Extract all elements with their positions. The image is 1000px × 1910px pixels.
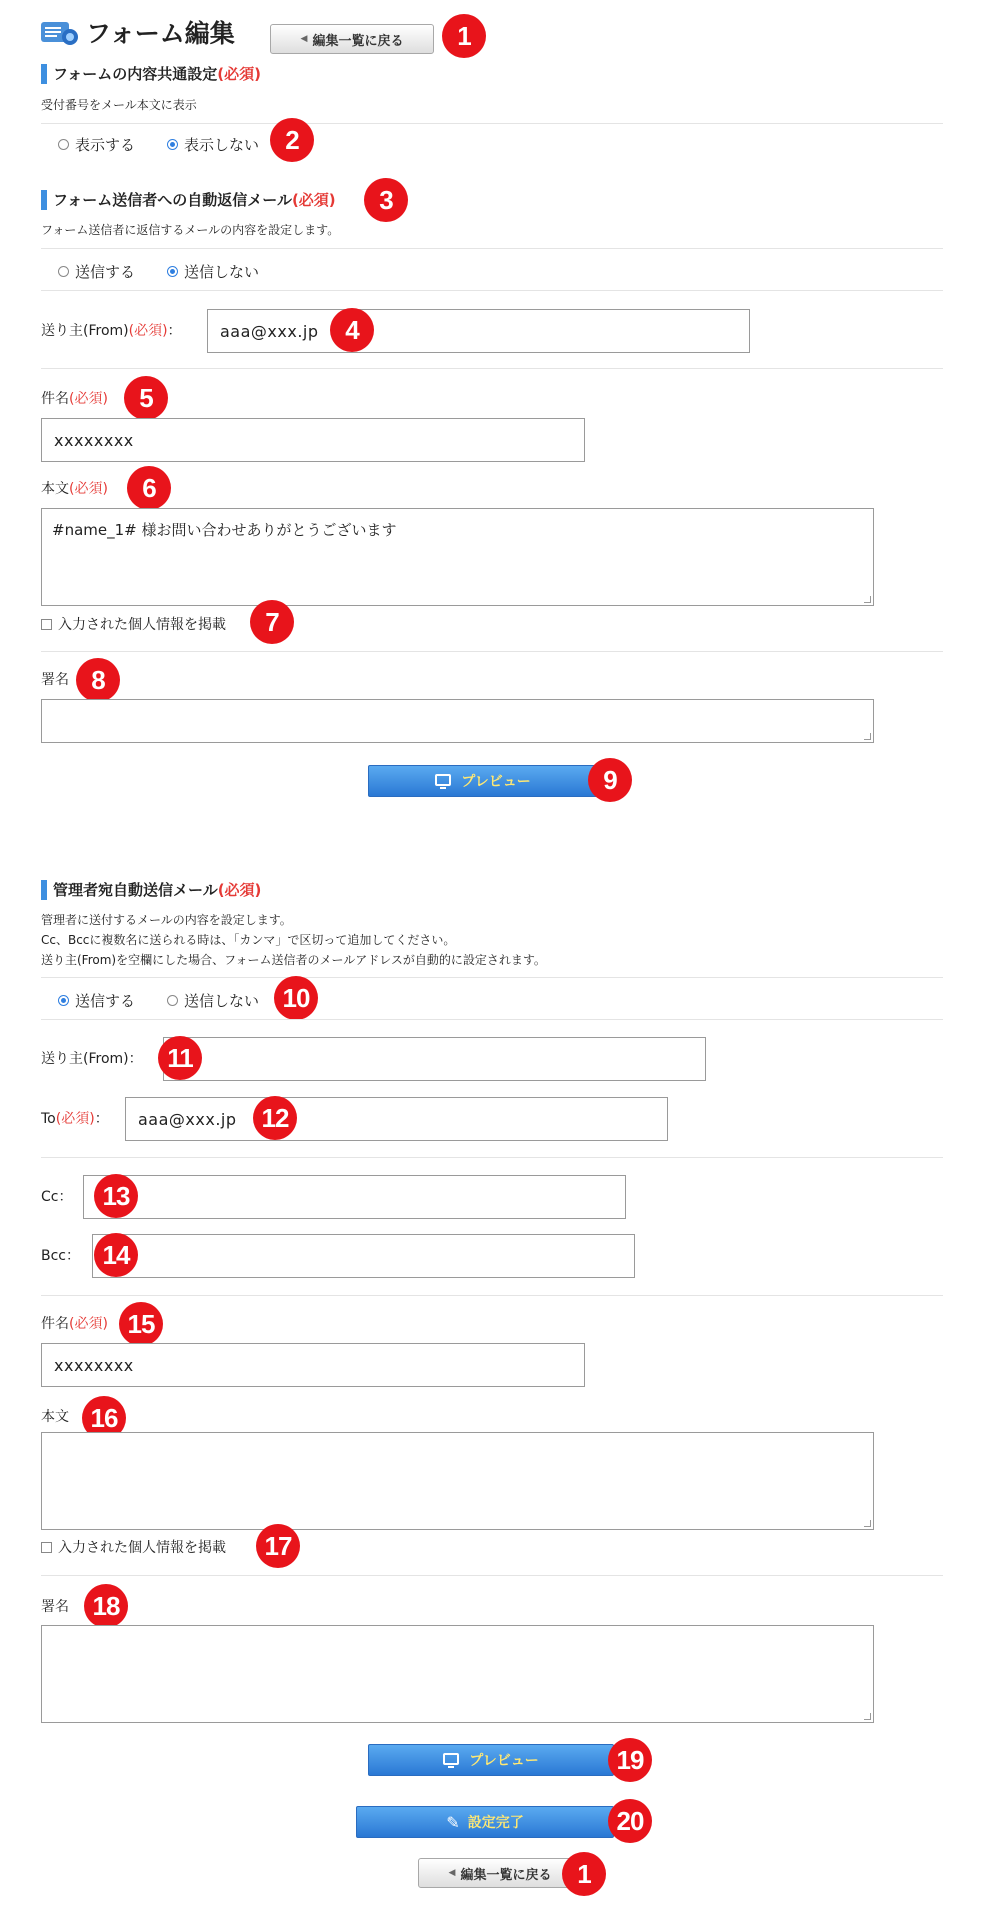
- radio-auto-reply-send[interactable]: 送信する: [58, 261, 135, 282]
- admin-preview-button[interactable]: プレビュー: [368, 1744, 614, 1776]
- monitor-icon: [443, 1753, 459, 1765]
- page-title: フォーム編集: [86, 19, 235, 48]
- admin-to-input[interactable]: aaa@xxx.jp: [125, 1097, 668, 1141]
- admin-to-label: To(必須)：: [41, 1111, 109, 1127]
- annotation-badge: 16: [82, 1396, 126, 1440]
- admin-bcc-label: Bcc：: [41, 1248, 80, 1264]
- admin-desc-line-3: 送り主(From)を空欄にした場合、フォーム送信者のメールアドレスが自動的に設定されます。: [41, 953, 546, 967]
- divider: [41, 1019, 943, 1020]
- admin-desc-line-1: 管理者に送付するメールの内容を設定します。: [41, 913, 292, 927]
- back-to-list-label: 編集一覧に戻る: [312, 33, 404, 49]
- auto-reply-include-personal-box[interactable]: [41, 619, 52, 630]
- divider: [41, 977, 943, 978]
- footer-back-to-list-button[interactable]: [418, 1858, 582, 1888]
- auto-reply-signature-label: 署名: [41, 672, 69, 688]
- annotation-badge: 20: [608, 1799, 652, 1843]
- admin-section-title: 管理者宛自動送信メール(必須): [41, 880, 261, 900]
- auto-reply-section-title: フォーム送信者への自動返信メール(必須): [41, 190, 336, 210]
- annotation-badge: 14: [94, 1233, 138, 1277]
- radio-auto-reply-nosend[interactable]: 送信しない: [167, 261, 259, 282]
- admin-cc-input[interactable]: [83, 1175, 626, 1219]
- auto-reply-subject-input[interactable]: xxxxxxxx: [41, 418, 585, 462]
- admin-include-personal-checkbox[interactable]: 入力された個人情報を掲載: [41, 1537, 226, 1557]
- annotation-badge: 6: [127, 466, 171, 510]
- radio-show[interactable]: 表示する: [58, 134, 135, 155]
- admin-body-label: 本文: [41, 1409, 69, 1425]
- common-section-title: フォームの内容共通設定(必須): [41, 64, 261, 84]
- admin-subject-label: 件名(必須): [41, 1316, 108, 1332]
- auto-reply-body-textarea[interactable]: #name_1# 様お問い合わせありがとうございます: [41, 508, 874, 606]
- radio-auto-reply-nosend-circle[interactable]: [167, 266, 178, 277]
- auto-reply-signature-textarea[interactable]: [41, 699, 874, 743]
- radio-hide-circle[interactable]: [167, 139, 178, 150]
- divider: [41, 248, 943, 249]
- divider: [41, 1157, 943, 1158]
- annotation-badge: 11: [158, 1036, 202, 1080]
- admin-signature-label: 署名: [41, 1599, 69, 1615]
- radio-admin-send-circle[interactable]: [58, 995, 69, 1006]
- footer-back-to-list-label: 編集一覧に戻る: [460, 1867, 552, 1883]
- divider: [41, 290, 943, 291]
- auto-reply-desc: フォーム送信者に返信するメールの内容を設定します。: [41, 223, 340, 237]
- auto-reply-preview-button[interactable]: プレビュー: [368, 765, 598, 797]
- back-to-list-button[interactable]: [270, 24, 434, 54]
- annotation-badge: 4: [330, 308, 374, 352]
- annotation-badge: 2: [270, 118, 314, 162]
- annotation-badge: 18: [84, 1584, 128, 1628]
- annotation-badge: 15: [119, 1302, 163, 1346]
- divider: [41, 1295, 943, 1296]
- admin-signature-textarea[interactable]: [41, 1625, 874, 1723]
- admin-desc-line-2: Cc、Bccに複数名に送られる時は、「カンマ」で区切って追加してください。: [41, 933, 456, 947]
- annotation-badge: 19: [608, 1738, 652, 1782]
- annotation-badge: 1: [442, 14, 486, 58]
- annotation-badge: 5: [124, 376, 168, 420]
- divider: [41, 651, 943, 652]
- annotation-badge: 7: [250, 600, 294, 644]
- auto-reply-body-label: 本文(必須): [41, 481, 108, 497]
- annotation-badge: 9: [588, 758, 632, 802]
- radio-show-circle[interactable]: [58, 139, 69, 150]
- annotation-badge: 12: [253, 1096, 297, 1140]
- divider: [41, 1575, 943, 1576]
- form-edit-icon: [41, 18, 79, 46]
- auto-reply-subject-label: 件名(必須): [41, 391, 108, 407]
- annotation-badge: 1: [562, 1852, 606, 1896]
- radio-admin-nosend-circle[interactable]: [167, 995, 178, 1006]
- admin-from-label: 送り主(From)：: [41, 1051, 143, 1067]
- admin-cc-label: Cc：: [41, 1189, 73, 1205]
- settings-complete-button[interactable]: ✎ 設定完了: [356, 1806, 614, 1838]
- divider: [41, 123, 943, 124]
- common-section-desc: 受付番号をメール本文に表示: [41, 98, 197, 112]
- radio-admin-nosend[interactable]: 送信しない: [167, 990, 259, 1011]
- auto-reply-from-input[interactable]: aaa@xxx.jp: [207, 309, 750, 353]
- admin-from-input[interactable]: [163, 1037, 706, 1081]
- paperclip-icon: ✎: [446, 1812, 460, 1832]
- annotation-badge: 3: [364, 178, 408, 222]
- annotation-badge: 17: [256, 1524, 300, 1568]
- monitor-icon: [435, 774, 451, 786]
- annotation-badge: 13: [94, 1174, 138, 1218]
- auto-reply-include-personal-checkbox[interactable]: 入力された個人情報を掲載: [41, 614, 226, 634]
- divider: [41, 368, 943, 369]
- annotation-badge: 10: [274, 976, 318, 1020]
- auto-reply-from-label: 送り主(From)(必須)：: [41, 323, 182, 339]
- left-triangle-icon: ◀: [300, 34, 308, 44]
- radio-hide[interactable]: 表示しない: [167, 134, 259, 155]
- admin-body-textarea[interactable]: [41, 1432, 874, 1530]
- left-triangle-icon: ◀: [448, 1868, 456, 1878]
- admin-include-personal-box[interactable]: [41, 1542, 52, 1553]
- radio-admin-send[interactable]: 送信する: [58, 990, 135, 1011]
- admin-bcc-input[interactable]: [92, 1234, 635, 1278]
- annotation-badge: 8: [76, 658, 120, 702]
- radio-auto-reply-send-circle[interactable]: [58, 266, 69, 277]
- admin-subject-input[interactable]: xxxxxxxx: [41, 1343, 585, 1387]
